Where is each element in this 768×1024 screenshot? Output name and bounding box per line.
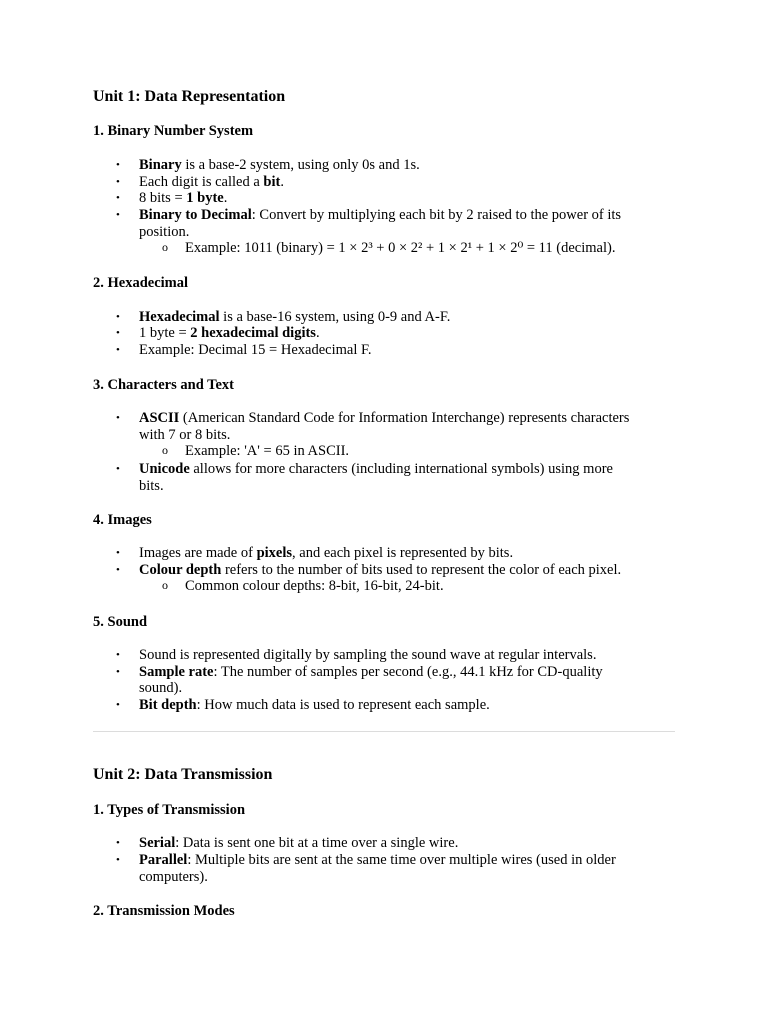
list-item	[116, 647, 597, 664]
section-binary-title: 1. Binary Number System	[93, 123, 254, 139]
list-item	[116, 325, 320, 342]
bullet-icon: •	[116, 463, 120, 475]
term-unicode: Unicode	[139, 461, 190, 477]
term-binary: Binary	[139, 157, 182, 173]
term-pixels: pixels	[256, 545, 293, 561]
item-text: Common colour depths: 8-bit, 16-bit, 24-bit.	[185, 578, 444, 594]
list-item	[116, 207, 622, 224]
bullet-icon: •	[116, 564, 120, 576]
bullet-icon: •	[116, 412, 120, 424]
item-text: refers to the number of bits used to represent the color of each pixel.	[221, 562, 622, 578]
item-text: : Data is sent one bit at a time over a single wire.	[175, 835, 459, 851]
sub-list-item	[162, 443, 350, 460]
item-text: .	[280, 174, 284, 190]
unit2-title: Unit 2: Data Transmission	[93, 766, 273, 783]
bullet-icon: •	[116, 547, 120, 559]
unit1-title: Unit 1: Data Representation	[93, 88, 286, 105]
item-text: Example: Decimal 15 = Hexadecimal F.	[139, 342, 372, 358]
bullet-icon: •	[116, 327, 120, 339]
item-text: is a base-16 system, using 0-9 and A-F.	[219, 309, 451, 325]
term-serial: Serial	[139, 835, 176, 851]
list-item	[116, 157, 420, 174]
item-text: 1 byte =	[139, 325, 191, 341]
item-text: Images are made of	[139, 545, 257, 561]
subbullet-icon: o	[162, 240, 168, 254]
section-sound-title: 5. Sound	[93, 614, 148, 630]
term-binary-to-decimal: Binary to Decimal	[139, 207, 252, 223]
bullet-icon: •	[116, 837, 120, 849]
item-text: Example: 'A' = 65 in ASCII.	[185, 443, 350, 459]
sub-list-item	[162, 578, 444, 595]
item-continuation: sound).	[139, 680, 183, 696]
item-text: is a base-2 system, using only 0s and 1s.	[181, 157, 420, 173]
section-transmission-modes-title: 2. Transmission Modes	[93, 903, 235, 919]
term-parallel: Parallel	[139, 852, 188, 868]
bullet-icon: •	[116, 209, 120, 221]
list-item	[116, 461, 613, 478]
item-text: 8 bits =	[139, 190, 187, 206]
list-item	[116, 174, 284, 191]
term-hex-digits: 2 hexadecimal digits	[190, 325, 316, 341]
section-images-title: 4. Images	[93, 512, 152, 528]
bullet-icon: •	[116, 649, 120, 661]
item-text: allows for more characters (including international symbols) using more	[189, 461, 613, 477]
item-continuation: with 7 or 8 bits.	[139, 427, 231, 443]
bullet-icon: •	[116, 854, 120, 866]
bullet-icon: •	[116, 176, 120, 188]
item-text: (American Standard Code for Information Interchange) represents characters	[179, 410, 630, 426]
sub-list-item	[162, 240, 616, 257]
list-item	[116, 545, 514, 562]
subbullet-icon: o	[162, 578, 168, 592]
term-bit: bit	[263, 174, 281, 190]
bullet-icon: •	[116, 666, 120, 678]
item-text: Sound is represented digitally by sampling the sound wave at regular intervals.	[139, 647, 597, 663]
section-transmission-types-title: 1. Types of Transmission	[93, 802, 246, 818]
item-text: Each digit is called a	[139, 174, 264, 190]
list-item	[116, 342, 372, 359]
term-colour-depth: Colour depth	[139, 562, 222, 578]
item-text: , and each pixel is represented by bits.	[292, 545, 514, 561]
item-continuation: bits.	[139, 478, 164, 494]
list-item	[116, 562, 622, 579]
item-text: : The number of samples per second (e.g., 44.1 kHz for CD-quality	[213, 664, 603, 680]
subbullet-icon: o	[162, 443, 168, 457]
bullet-icon: •	[116, 311, 120, 323]
term-bit-depth: Bit depth	[139, 697, 197, 713]
section-characters-title: 3. Characters and Text	[93, 377, 234, 393]
list-item	[116, 190, 228, 207]
list-item	[116, 852, 616, 869]
bullet-icon: •	[116, 344, 120, 356]
bullet-icon: •	[116, 159, 120, 171]
section-hex-title: 2. Hexadecimal	[93, 275, 189, 291]
item-text: .	[315, 325, 320, 341]
item-text: .	[223, 190, 228, 206]
list-item	[116, 664, 603, 681]
list-item	[116, 309, 451, 326]
list-item	[116, 410, 630, 427]
term-byte: 1 byte	[186, 190, 224, 206]
bullet-icon: •	[116, 192, 120, 204]
item-text: Example: 1011 (binary) = 1 × 2³ + 0 × 2² + 1 × 2¹ + 1 × 2⁰ = 11 (decimal).	[185, 240, 616, 256]
list-item	[116, 835, 459, 852]
term-ascii: ASCII	[139, 410, 180, 426]
item-text: : Convert by multiplying each bit by 2 raised to the power of its	[251, 207, 622, 223]
item-text: : How much data is used to represent each sample.	[196, 697, 490, 713]
term-sample-rate: Sample rate	[139, 664, 214, 680]
list-item	[116, 697, 490, 714]
item-text: : Multiple bits are sent at the same time over multiple wires (used in older	[187, 852, 616, 868]
item-continuation: position.	[139, 224, 190, 240]
term-hexadecimal: Hexadecimal	[139, 309, 220, 325]
horizontal-divider	[93, 731, 675, 732]
item-continuation: computers).	[139, 869, 208, 885]
bullet-icon: •	[116, 699, 120, 711]
